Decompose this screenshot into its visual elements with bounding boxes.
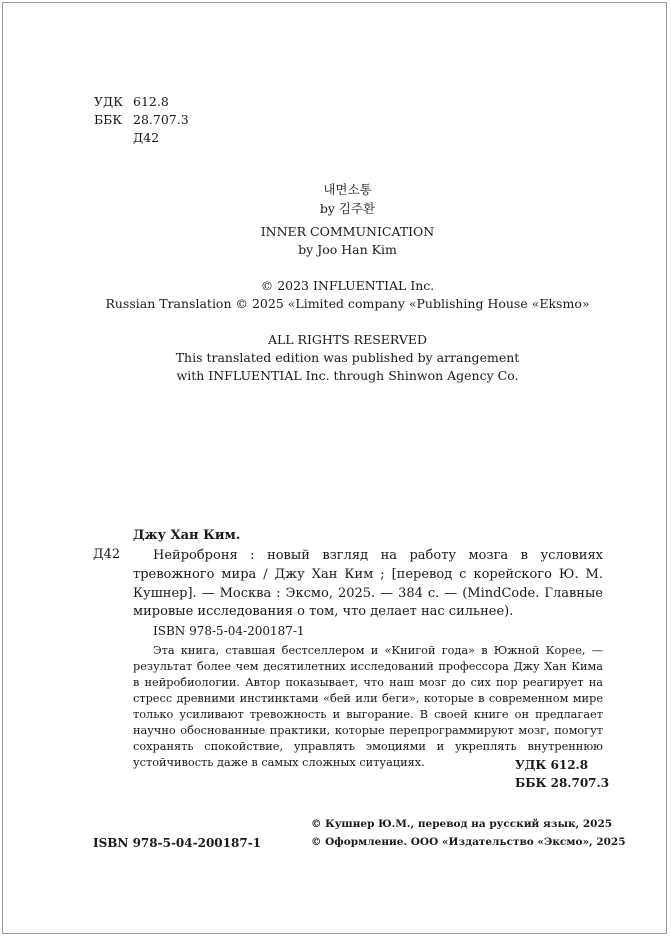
- bbk-value: 28.707.3: [133, 112, 189, 127]
- korean-author: by 김주환: [319, 201, 376, 216]
- design-copyright: © Оформление. ООО «Издательство «Эксмо», 2025: [311, 836, 626, 848]
- all-rights-reserved: ALL RIGHTS RESERVED: [267, 332, 428, 347]
- english-author: by Joo Han Kim: [298, 242, 397, 257]
- author-mark: Д42: [133, 130, 160, 145]
- arrangement-line-1: This translated edition was published by arrangement: [175, 350, 520, 365]
- page-border: [2, 2, 667, 934]
- annotation: Эта книга, ставшая бестселлером и «Книгой года» в Южной Корее, — результат более чем десятилетних исследований профессора Джу Хан Кима в нейробиологии. Автор показывает, что наш мозг до сих пор реагирует на стресс древними инстинктами «бей или беги», которые в современном мире только усиливают тревожность и выгорание. В своей книге он предлагает научно обоснованные практики, которые перепрограммируют мозг, помогут сохранять спокойствие, управлять эмоциями и укреплять внутреннюю устойчивость даже в самых сложных ситуациях.: [133, 644, 603, 769]
- author-heading: Джу Хан Ким.: [133, 528, 241, 543]
- record-text: Нейроброня : новый взгляд на работу мозга в условиях тревожного мира / Джу Хан Ким ; [перевод с корейского Ю. М. Кушнер]. — Москва : Эксмо, 2025. — 384 с. — (MindCode. Главные мировые исследования о том, что делает нас сильнее).: [133, 548, 603, 620]
- bbk-bold: ББК 28.707.3: [515, 776, 610, 790]
- bbk-label: ББК: [94, 112, 123, 127]
- udk-bold: УДК 612.8: [515, 758, 589, 772]
- udk-value: 612.8: [133, 94, 169, 109]
- korean-title: 내면소통: [323, 182, 372, 197]
- english-title: INNER COMMUNICATION: [260, 224, 435, 239]
- translation-copyright: Russian Translation © 2025 «Limited company «Publishing House «Eksmo»: [105, 296, 590, 311]
- arrangement-line-2: with INFLUENTIAL Inc. through Shinwon Agency Co.: [176, 368, 519, 383]
- translator-copyright: © Кушнер Ю.М., перевод на русский язык, 2025: [311, 818, 613, 830]
- udk-label: УДК: [94, 94, 123, 109]
- record-isbn: ISBN 978-5-04-200187-1: [153, 624, 305, 638]
- original-copyright: © 2023 INFLUENTIAL Inc.: [260, 278, 435, 293]
- author-mark-left: Д42: [93, 547, 121, 562]
- footer-isbn: ISBN 978-5-04-200187-1: [93, 836, 262, 850]
